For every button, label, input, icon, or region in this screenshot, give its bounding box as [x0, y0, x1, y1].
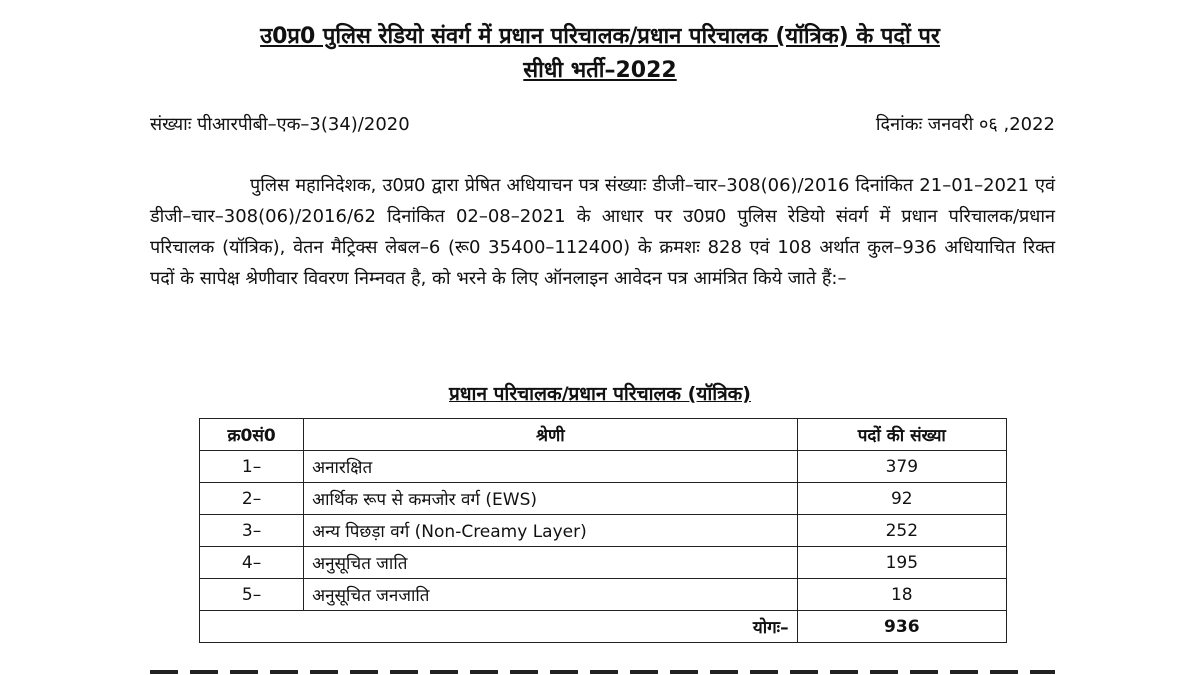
posts-table	[199, 418, 1007, 643]
heading-line-1: उ0प्र0 पुलिस रेडियो संवर्ग में प्रधान परिचालक/प्रधान परिचालक (यॉत्रिक) के पदों पर	[260, 24, 940, 49]
row-serial: 2–	[200, 483, 304, 515]
row-posts: 18	[797, 579, 1006, 611]
header-serial: क्र0सं0	[200, 419, 304, 451]
total-label: योगः–	[200, 611, 798, 643]
row-serial: 4–	[200, 547, 304, 579]
table-total-row	[200, 611, 1007, 643]
row-category: अनारक्षित	[304, 451, 798, 483]
table-row	[200, 483, 1007, 515]
reference-line	[150, 112, 1055, 136]
row-posts: 92	[797, 483, 1006, 515]
row-posts: 252	[797, 515, 1006, 547]
header-posts: पदों की संख्या	[797, 419, 1006, 451]
heading-line-2: सीधी भर्ती–2022	[523, 58, 677, 83]
body-paragraph: पुलिस महानिदेशक, उ0प्र0 द्वारा प्रेषित अधियाचन पत्र संख्याः डीजी–चार–308(06)/2016 दिनांकित 21–01–2021 एवं डीजी–चार–308(06)/2016/62 दिनांकित 02–08–2021 के आधार पर उ0प्र0 पुलिस रेडियो संवर्ग में प्रधान परिचालक/प्रधान परिचालक (यॉत्रिक), वेतन मैट्रिक्स लेबल–6 (रू0 35400–112400) के क्रमशः 828 एवं 108 अर्थात कुल–936 अधियाचित रिक्त पदों के सापेक्ष श्रेणीवार विवरण निम्नवत है, को भरने के लिए ऑनलाइन आवेदन पत्र आमंत्रित किये जाते हैं:–	[150, 175, 1055, 289]
reference-number: संख्याः पीआरपीबी–एक–3(34)/2020	[150, 114, 410, 135]
row-serial: 3–	[200, 515, 304, 547]
row-category: अनुसूचित जाति	[304, 547, 798, 579]
row-serial: 5–	[200, 579, 304, 611]
row-posts: 379	[797, 451, 1006, 483]
row-serial: 1–	[200, 451, 304, 483]
row-category: अनुसूचित जनजाति	[304, 579, 798, 611]
header-category: श्रेणी	[304, 419, 798, 451]
row-category: आर्थिक रूप से कमजोर वर्ग (EWS)	[304, 483, 798, 515]
table-row	[200, 547, 1007, 579]
total-value: 936	[797, 611, 1006, 643]
row-posts: 195	[797, 547, 1006, 579]
table-row	[200, 451, 1007, 483]
table-title: प्रधान परिचालक/प्रधान परिचालक (यॉत्रिक)	[449, 383, 751, 405]
row-category: अन्य पिछड़ा वर्ग (Non-Creamy Layer)	[304, 515, 798, 547]
table-row	[200, 579, 1007, 611]
reference-date: दिनांकः जनवरी ०६ ,2022	[875, 114, 1055, 135]
table-row	[200, 515, 1007, 547]
cut-off-text-line	[150, 662, 1055, 675]
table-header-row	[200, 419, 1007, 451]
